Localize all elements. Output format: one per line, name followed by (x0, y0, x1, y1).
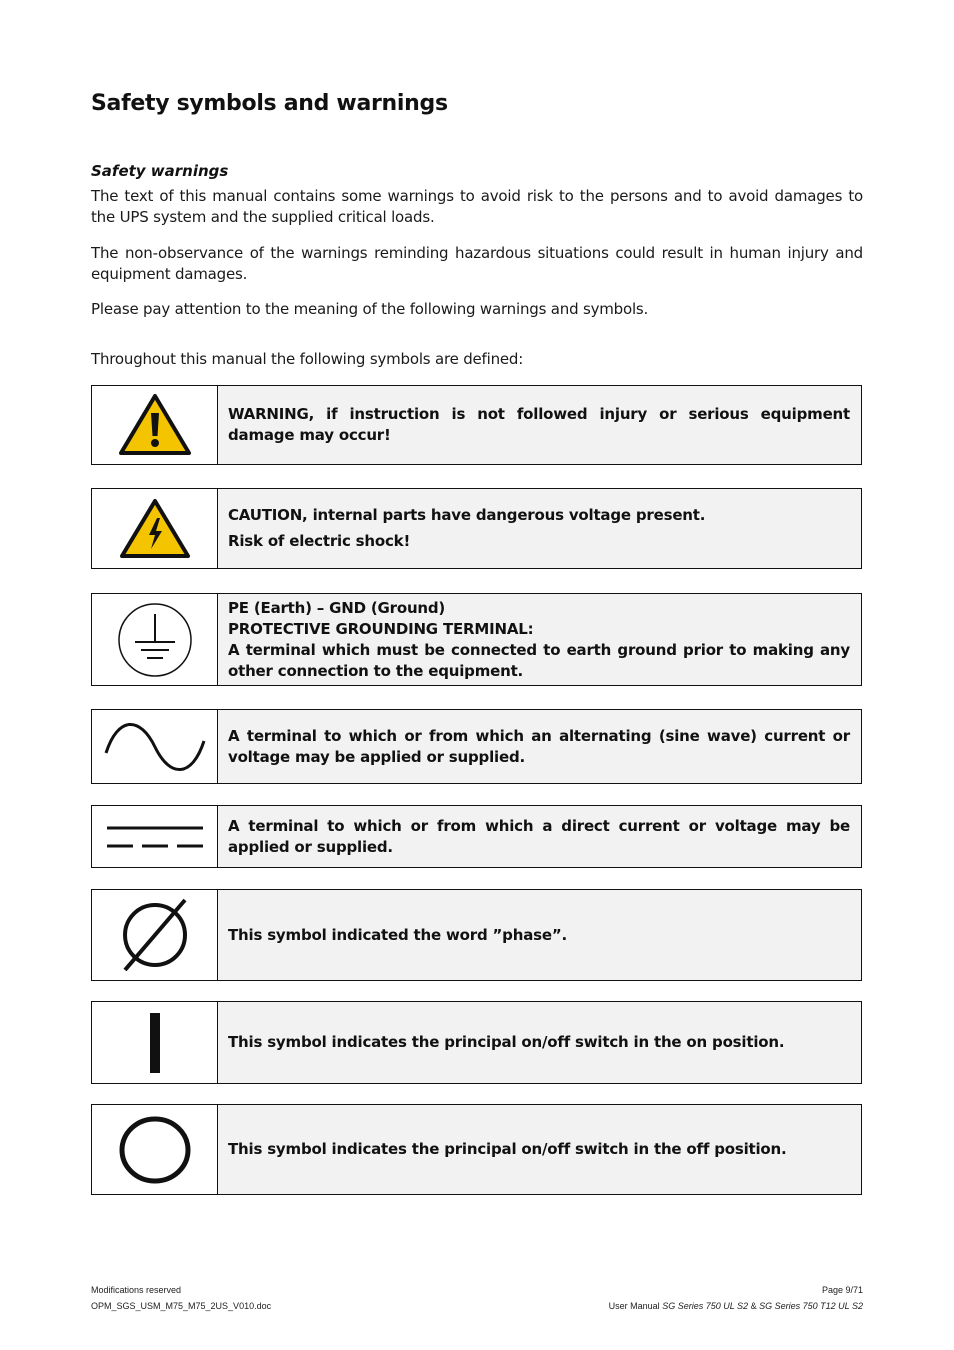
warning-text: WARNING, if instruction is not followed injury or serious equipment damage may occur! (228, 405, 850, 444)
caution-text: CAUTION, internal parts have dangerous voltage present. (228, 506, 706, 524)
paragraph-hazard: The non-observance of the warnings reminding hazardous situations could result in human injury and equipment damages. (91, 244, 863, 283)
earth-label: PE (Earth) – GND (Ground) (228, 598, 446, 617)
off-description: This symbol indicates the principal on/off switch in the off position. (228, 1140, 787, 1158)
symbol-description (218, 594, 861, 685)
symbol-description (218, 806, 861, 867)
symbol-description (218, 890, 861, 980)
footer-doc-id: OPM_SGS_USM_M75_M75_2US_V010.doc (91, 1301, 272, 1311)
direct-current-icon (92, 806, 218, 867)
power-off-icon (92, 1105, 218, 1194)
symbol-description (218, 1105, 861, 1194)
symbol-row-protective-earth (91, 593, 862, 686)
phase-description: This symbol indicated the word ”phase”. (228, 925, 567, 944)
symbol-description (218, 1002, 861, 1083)
paragraph-intro: The text of this manual contains some warnings to avoid risk to the persons and to avoid damages to the UPS system and the supplied critical loads. (91, 187, 863, 226)
symbol-row-on-position (91, 1001, 862, 1084)
symbol-row-phase (91, 889, 862, 981)
symbol-row-caution (91, 488, 862, 569)
footer-page-number: Page 9/71 (821, 1285, 863, 1295)
power-on-icon (92, 1002, 218, 1083)
series-2: SG Series 750 T12 UL S2 (759, 1301, 863, 1311)
symbol-row-off-position (91, 1104, 862, 1195)
paragraph-symbols-defined: Throughout this manual the following symbols are defined: (91, 350, 524, 368)
grounding-terminal-label: PROTECTIVE GROUNDING TERMINAL: (228, 619, 534, 638)
shock-risk-text: Risk of electric shock! (228, 532, 411, 550)
ac-description: A terminal to which or from which an alternating (sine wave) current or voltage may be applied or supplied. (228, 726, 850, 766)
grounding-description: A terminal which must be connected to earth ground prior to making any other connection to the equipment. (228, 640, 850, 680)
series-1: SG Series 750 UL S2 (662, 1301, 749, 1311)
symbol-row-warning (91, 385, 862, 465)
symbol-description (218, 489, 861, 568)
dc-description: A terminal to which or from which a direct current or voltage may be applied or supplied. (228, 816, 850, 856)
symbol-description (218, 710, 861, 783)
phase-icon (92, 890, 218, 980)
protective-earth-icon (92, 594, 218, 685)
series-joiner: & (748, 1301, 760, 1311)
electric-shock-icon (92, 489, 218, 568)
symbol-row-direct-current (91, 805, 862, 868)
footer-manual-title (609, 1301, 863, 1311)
on-description: This symbol indicates the principal on/off switch in the on position. (228, 1033, 785, 1051)
page-title: Safety symbols and warnings (91, 91, 448, 116)
warning-triangle-icon (92, 386, 218, 464)
paragraph-attention: Please pay attention to the meaning of the following warnings and symbols. (91, 300, 649, 318)
manual-label: User Manual (608, 1301, 663, 1311)
alternating-current-icon (92, 710, 218, 783)
symbol-row-alternating-current (91, 709, 862, 784)
symbol-description (218, 386, 861, 464)
section-heading: Safety warnings (91, 162, 229, 180)
footer-modifications: Modifications reserved (91, 1285, 182, 1295)
